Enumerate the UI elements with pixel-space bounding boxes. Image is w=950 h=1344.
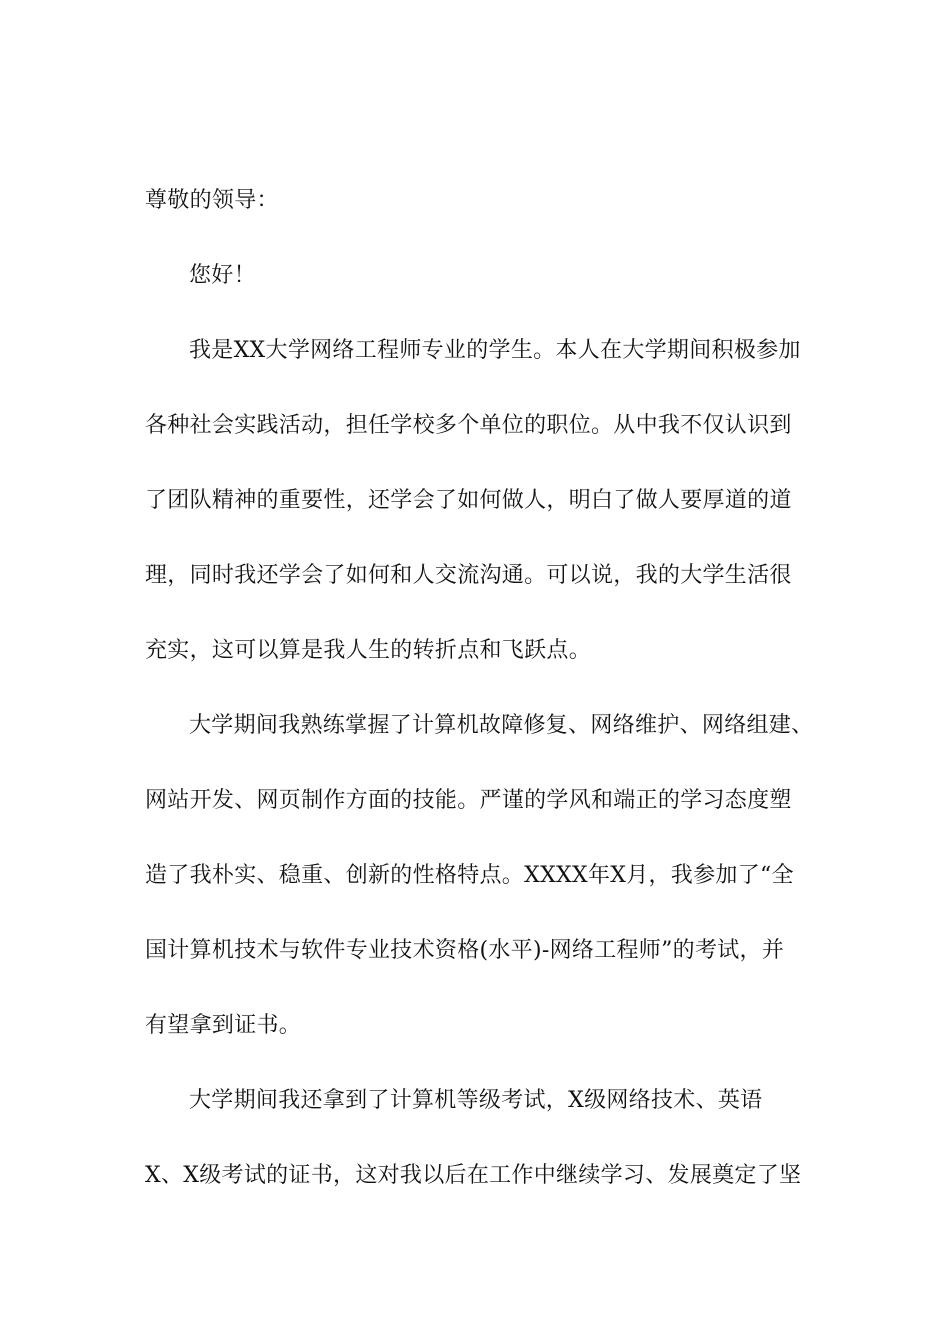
paragraph-line: 有望拿到证书。 bbox=[145, 1013, 302, 1038]
paragraph-line: 充实，这可以算是我人生的转折点和飞跃点。 bbox=[145, 638, 592, 663]
paragraph-line: 大学期间我还拿到了计算机等级考试，X级网络技术、英语 bbox=[189, 1088, 763, 1113]
paragraph-line: 国计算机技术与软件专业技术资格(水平)-网络工程师”的考试，并 bbox=[145, 938, 785, 963]
paragraph-line: 各种社会实践活动，担任学校多个单位的职位。从中我不仅认识到 bbox=[145, 413, 792, 438]
paragraph-line: 网站开发、网页制作方面的技能。严谨的学风和端正的学习态度塑 bbox=[145, 788, 792, 813]
paragraph-line: 我是XX大学网络工程师专业的学生。本人在大学期间积极参加 bbox=[189, 338, 801, 363]
paragraph-line: X、X级考试的证书，这对我以后在工作中继续学习、发展奠定了坚 bbox=[145, 1163, 802, 1188]
paragraph-line: 造了我朴实、稳重、创新的性格特点。XXXX年X月，我参加了“全 bbox=[145, 863, 794, 888]
salutation: 尊敬的领导： bbox=[145, 188, 279, 213]
greeting: 您好！ bbox=[189, 263, 256, 288]
paragraph-line: 理，同时我还学会了如何和人交流沟通。可以说，我的大学生活很 bbox=[145, 563, 792, 588]
paragraph-line: 了团队精神的重要性，还学会了如何做人，明白了做人要厚道的道 bbox=[145, 488, 792, 513]
paragraph-line: 大学期间我熟练掌握了计算机故障修复、网络维护、网络组建、 bbox=[189, 713, 814, 738]
